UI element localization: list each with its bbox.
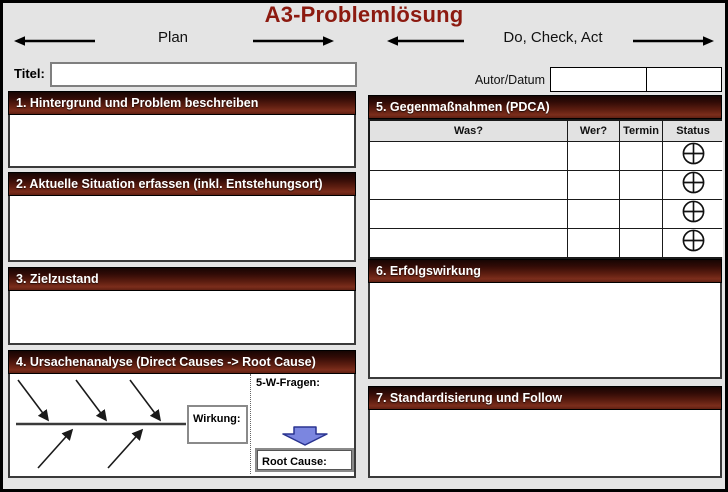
section7-content-area[interactable] [368, 410, 722, 478]
column-header-status: Status [663, 121, 723, 141]
section4-content-area [8, 374, 356, 478]
wirkung-label: Wirkung: [193, 413, 241, 425]
section3-content-area[interactable] [8, 291, 356, 345]
section6-content-area[interactable] [368, 283, 722, 379]
measure-wer-cell[interactable] [568, 229, 619, 257]
measure-status-cell[interactable] [663, 200, 723, 228]
measure-status-cell[interactable] [663, 229, 723, 257]
root-cause-box[interactable] [255, 448, 354, 472]
column-header-wer: Wer? [568, 121, 619, 141]
measure-was-cell[interactable] [370, 142, 567, 170]
measure-wer-cell[interactable] [568, 142, 619, 170]
pdca-status-icon [681, 170, 706, 200]
section2-header: 2. Aktuelle Situation erfassen (inkl. Entstehungsort) [8, 172, 356, 196]
autor-datum-label: Autor/Datum [474, 73, 545, 87]
measure-was-cell[interactable] [370, 171, 567, 199]
titel-input[interactable] [50, 62, 357, 87]
autor-input[interactable] [550, 67, 647, 92]
section2-content-area[interactable] [8, 196, 356, 262]
measure-wer-cell[interactable] [568, 171, 619, 199]
wirkung-box[interactable] [187, 405, 248, 444]
page-title: A3-Problemlösung [264, 2, 464, 27]
measure-wer-cell[interactable] [568, 200, 619, 228]
five-w-label: 5-W-Fragen: [256, 377, 320, 389]
right-arrow-icon [251, 34, 335, 46]
left-arrow-icon [386, 34, 466, 46]
pdca-status-icon [681, 228, 706, 258]
measure-status-cell[interactable] [663, 142, 723, 170]
column-header-was: Was? [370, 121, 567, 141]
measure-status-cell[interactable] [663, 171, 723, 199]
section5-header: 5. Gegenmaßnahmen (PDCA) [368, 95, 722, 119]
section1-content-area[interactable] [8, 115, 356, 168]
do-check-act-phase-label: Do, Check, Act [503, 29, 603, 46]
measure-termin-cell[interactable] [620, 171, 662, 199]
pdca-status-icon [681, 199, 706, 229]
datum-input[interactable] [646, 67, 722, 92]
measure-termin-cell[interactable] [620, 142, 662, 170]
root-cause-label: Root Cause: [262, 456, 327, 468]
column-header-termin: Termin [620, 121, 662, 141]
measure-termin-cell[interactable] [620, 200, 662, 228]
section1-header: 1. Hintergrund und Problem beschreiben [8, 91, 356, 115]
section7-header: 7. Standardisierung und Follow [368, 386, 722, 410]
section6-header: 6. Erfolgswirkung [368, 259, 722, 283]
left-arrow-icon [13, 34, 97, 46]
section4-header: 4. Ursachenanalyse (Direct Causes -> Root Cause) [8, 350, 356, 374]
pdca-status-icon [681, 141, 706, 171]
measures-table [368, 119, 722, 259]
titel-label: Titel: [14, 66, 45, 81]
measure-was-cell[interactable] [370, 200, 567, 228]
fishbone-5w-divider [250, 374, 251, 474]
plan-phase-label: Plan [157, 29, 189, 46]
section3-header: 3. Zielzustand [8, 267, 356, 291]
right-arrow-icon [631, 34, 715, 46]
measure-termin-cell[interactable] [620, 229, 662, 257]
measure-was-cell[interactable] [370, 229, 567, 257]
